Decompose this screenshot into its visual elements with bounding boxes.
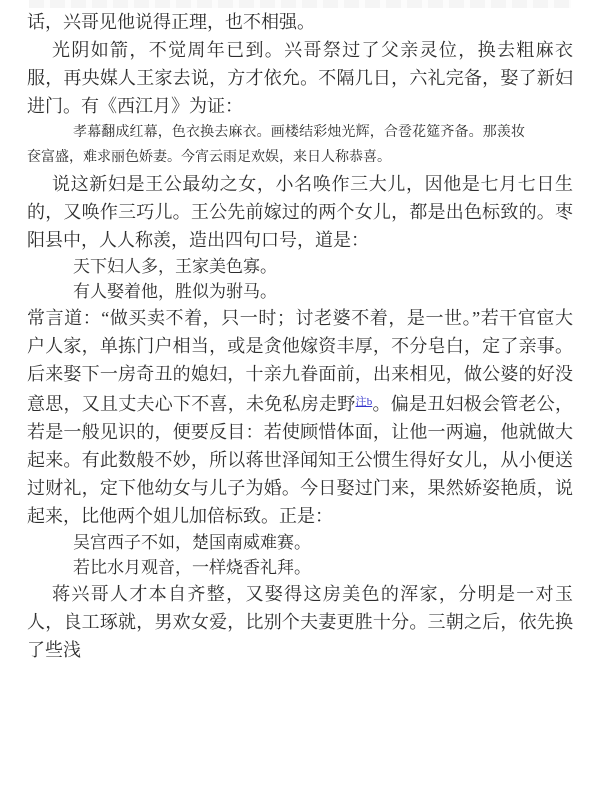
paragraph-wedding: 光阴如箭，不觉周年已到。兴哥祭过了父亲灵位，换去粗麻衣服，再央媒人王家去说，方才依允。不隔几日，六礼完备，娶了新妇进门。有《西江月》为证：: [27, 40, 573, 116]
paragraph-proverb: [27, 304, 573, 530]
couplet-line-2: 若比水月观音，一样烧香礼拜。: [73, 558, 311, 577]
rhyme-line-1: 天下妇人多，王家美色寡。: [73, 257, 277, 276]
paragraph-bride: 说这新妇是王公最幼之女，小名唤作三大儿，因他是七月七日生的，又唤作三巧儿。王公先前嫁过的两个女儿，都是出色标致的。枣阳县中，人人称羡，造出四句口号，道是：: [27, 174, 573, 250]
couplet-line-1: 吴宫西子不如，楚国南威难赛。: [73, 533, 311, 552]
paragraph-couple: 蒋兴哥人才本自齐整，又娶得这房美色的浑家，分明是一对玉人，良工琢就，男欢女爱，比别个夫妻更胜十分。三朝之后，依先换了些浅: [27, 584, 573, 660]
rhyme-line-2: 有人娶着他，胜似为驸马。: [73, 282, 277, 301]
proverb-text-after-note: 。偏是丑妇极会管老公，若是一般见识的，便要反目：若使顾惜体面，让他一两遍，他就做大起来。有此数般不妙，所以蒋世泽闻知王公惯生得好女儿，从小便送过财礼，定下他幼女与儿子为婚。今日娶过门来，果然娇姿艳质，说起来，比他两个姐儿加倍标致。正是：: [27, 394, 573, 526]
annotation-note-link[interactable]: 注b: [355, 396, 373, 408]
paragraph-continuation: 话，兴哥见他说得正理，也不相强。: [27, 12, 315, 32]
poem-xijiangyue: 孝幕翻成红幕，色衣换去麻衣。画楼结彩烛光辉，合卺花筵齐备。那羡妆奁富盛，难求丽色娇妻。今宵云雨足欢娱，来日人称恭喜。: [27, 125, 525, 165]
proverb-text-before-note: 常言道：“做买卖不着，只一时；讨老婆不着，是一世。”若干官宦大户人家，单拣门户相当，或是贪他嫁资丰厚，不分皂白，定了亲事。后来娶下一房奇丑的媳妇，十亲九眷面前，出来相见，做公婆的好没意思，又且丈夫心下不喜，未免私房走野: [27, 308, 573, 414]
clipped-previous-line: [29, 0, 571, 8]
